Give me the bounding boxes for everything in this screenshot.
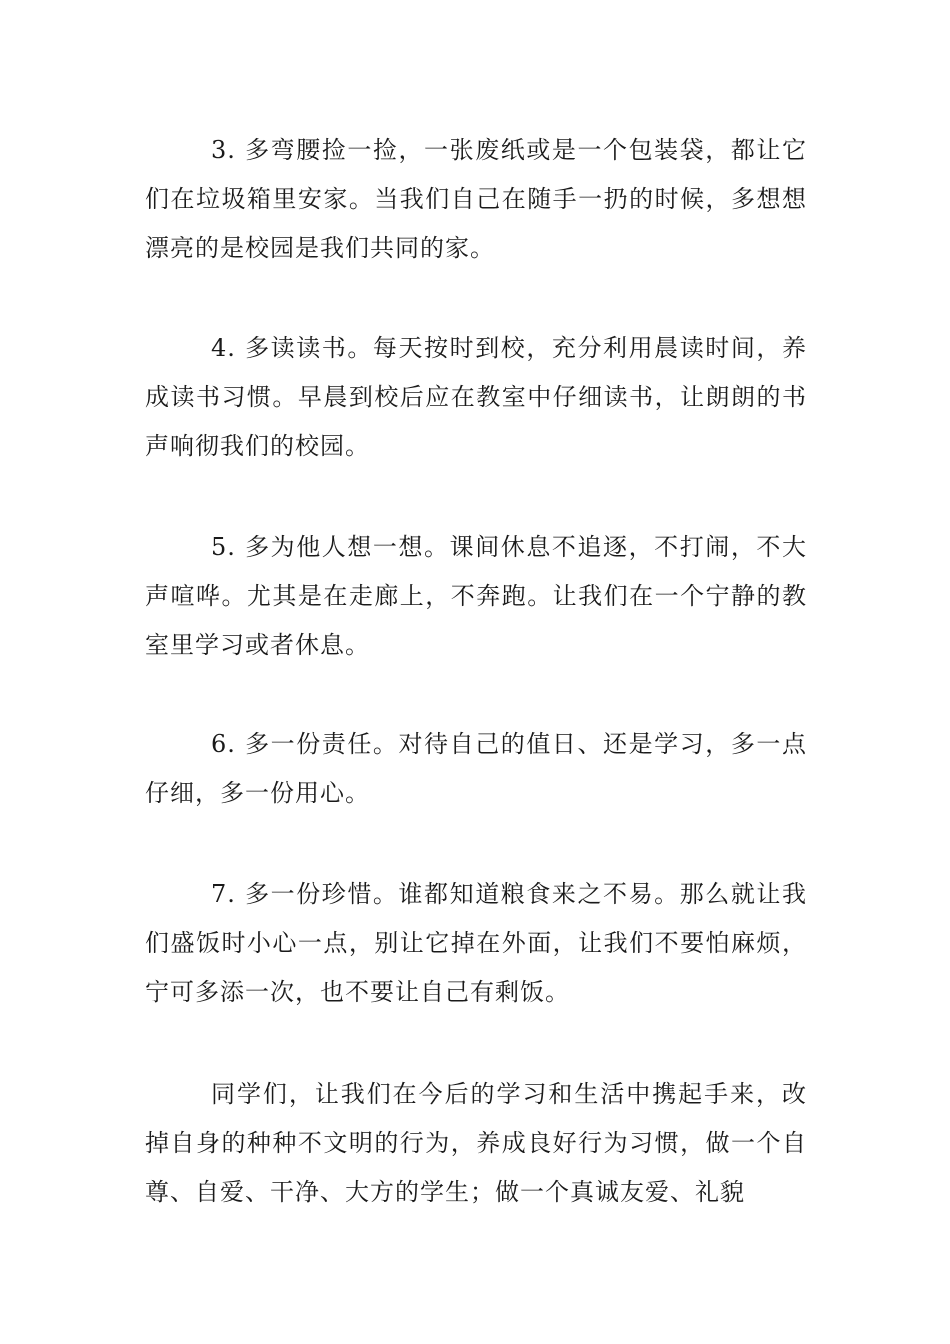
paragraph-item-7: 7. 多一份珍惜。谁都知道粮食来之不易。那么就让我们盛饭时小心一点，别让它掉在外面，让我们不要怕麻烦，宁可多添一次，也不要让自己有剩饭。 — [145, 880, 807, 1006]
paragraph-item-4: 4. 多读读书。每天按时到校，充分利用晨读时间，养成读书习惯。早晨到校后应在教室中仔细读书，让朗朗的书声响彻我们的校园。 — [145, 334, 807, 460]
paragraph-closing: 同学们，让我们在今后的学习和生活中携起手来，改掉自身的种种不文明的行为，养成良好行为习惯，做一个自尊、自爱、干净、大方的学生；做一个真诚友爱、礼貌 — [145, 1080, 807, 1206]
paragraph-item-5: 5. 多为他人想一想。课间休息不追逐，不打闹，不大声喧哗。尤其是在走廊上，不奔跑。让我们在一个宁静的教室里学习或者休息。 — [145, 533, 807, 659]
paragraph-item-6: 6. 多一份责任。对待自己的值日、还是学习，多一点仔细，多一份用心。 — [145, 730, 807, 807]
paragraph-item-3: 3. 多弯腰捡一捡，一张废纸或是一个包装袋，都让它们在垃圾箱里安家。当我们自己在随手一扔的时候，多想想漂亮的是校园是我们共同的家。 — [145, 136, 807, 262]
